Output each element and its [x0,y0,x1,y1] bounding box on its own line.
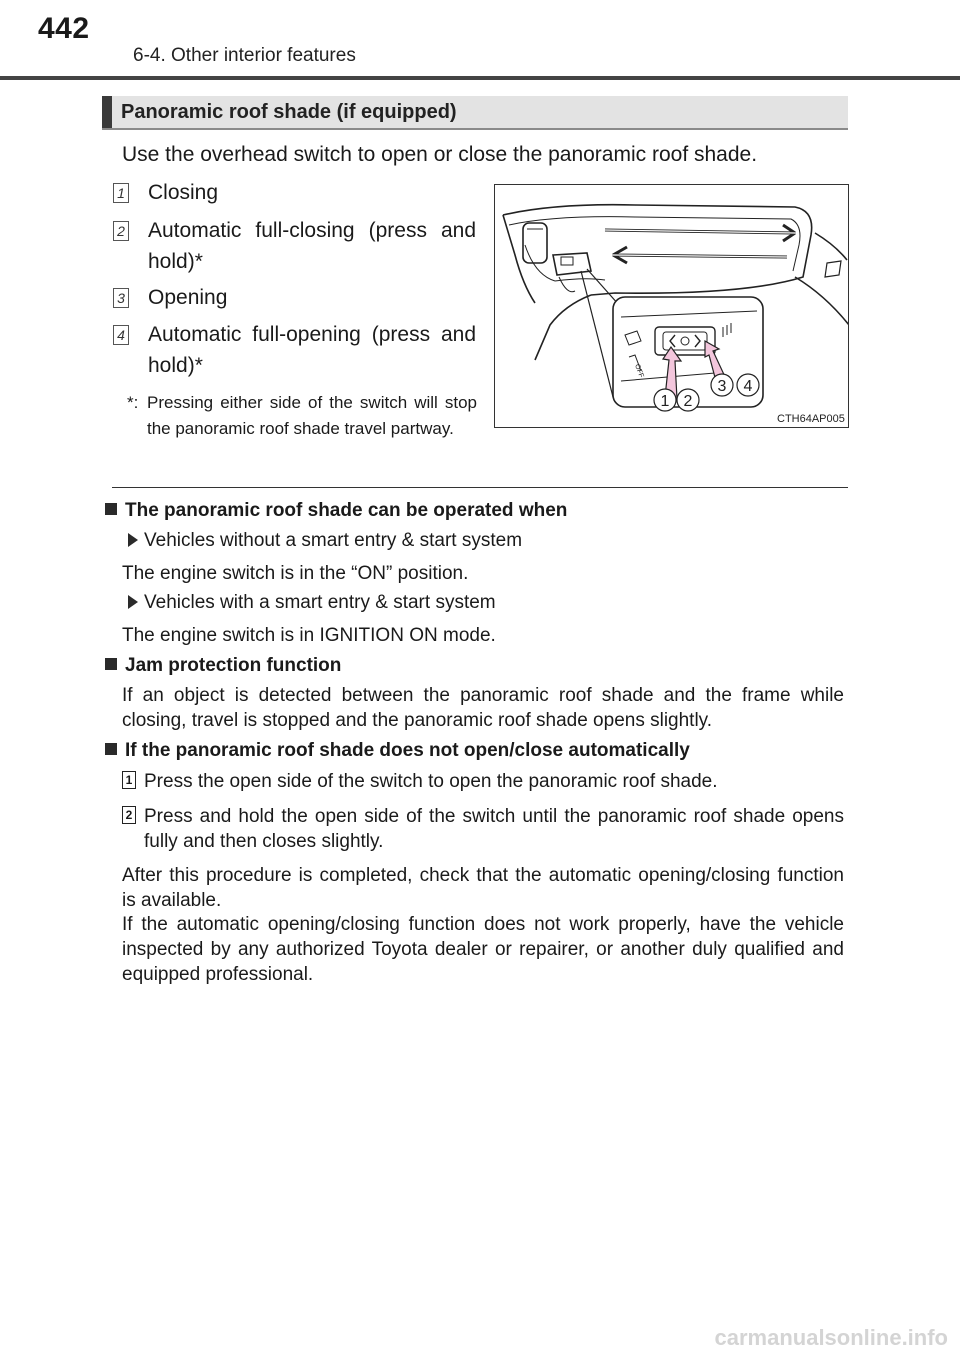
para-ignition-on: The engine switch is in IGNITION ON mode. [122,625,496,646]
figure-code: CTH64AP005 [777,413,845,425]
bullet-with-smart-entry [128,592,496,614]
item-auto-full-closing: Automatic full-closing (press and hold)* [148,219,476,273]
info-heading-auto [105,740,690,762]
footnote-marker: *: [127,393,139,412]
figure-callout-3: 3 [717,378,727,395]
section-bar-edge [102,96,112,128]
info-heading-jam-text: Jam protection function [125,655,342,676]
figure-callout-2: 2 [683,393,693,410]
section-intro: Use the overhead switch to open or close the panoramic roof shade. [122,143,758,166]
para-after-procedure: After this procedure is completed, check that the automatic opening/closing function is available. [122,865,844,911]
overhead-switch-illustration [495,185,849,428]
square-bullet-icon [105,658,117,670]
roof-shade-figure [494,184,849,428]
page-number: 442 [38,12,90,45]
item-auto-full-opening: Automatic full-opening (press and hold)* [148,323,476,377]
info-heading-jam [105,655,341,677]
square-bullet-icon [105,503,117,515]
figure-callout-1: 1 [660,393,670,410]
figure-callout-4: 4 [743,378,753,395]
item-opening: Opening [148,286,228,309]
item-number-2: 2 [113,221,129,241]
footnote [127,390,477,442]
triangle-bullet-icon [128,595,138,609]
step-1-text: Press the open side of the switch to open the panoramic roof shade. [144,771,718,792]
item-closing: Closing [148,181,219,204]
switch-off-label: OFF [633,363,645,379]
bullet-without-smart-entry [128,530,522,552]
triangle-bullet-icon [128,533,138,547]
section-title-bar [102,96,848,130]
step-2-text: Press and hold the open side of the switch until the panoramic roof shade opens fully and then closes slightly. [144,806,844,852]
para-dealer-advice: If the automatic opening/closing function does not work properly, have the vehicle inspected by any authorized Toyota dealer or repairer, or another duly qualified and equipped professional. [122,914,844,985]
section-divider [112,487,848,488]
item-number-3: 3 [113,288,129,308]
info-heading-auto-text: If the panoramic roof shade does not open/close automatically [125,740,690,761]
item-number-4: 4 [113,325,129,345]
item-number-1: 1 [113,183,129,203]
info-heading-operate [105,500,567,522]
square-bullet-icon [105,743,117,755]
bullet-with-smart-entry-text: Vehicles with a smart entry & start system [144,592,496,613]
step-number-2: 2 [122,806,136,824]
step-number-1: 1 [122,771,136,789]
watermark: carmanualsonline.info [714,1325,948,1350]
footnote-text: Pressing either side of the switch will stop the panoramic roof shade travel partway. [147,393,477,438]
bullet-without-smart-entry-text: Vehicles without a smart entry & start system [144,530,523,551]
info-heading-operate-text: The panoramic roof shade can be operated when [125,500,568,521]
para-on-position: The engine switch is in the “ON” position. [122,563,469,584]
header-rule [0,76,960,80]
section-title: Panoramic roof shade (if equipped) [121,101,457,123]
chapter-title: 6-4. Other interior features [133,45,356,66]
para-jam-protection: If an object is detected between the panoramic roof shade and the frame while closing, travel is stopped and the panoramic roof shade opens slightly. [122,685,844,731]
